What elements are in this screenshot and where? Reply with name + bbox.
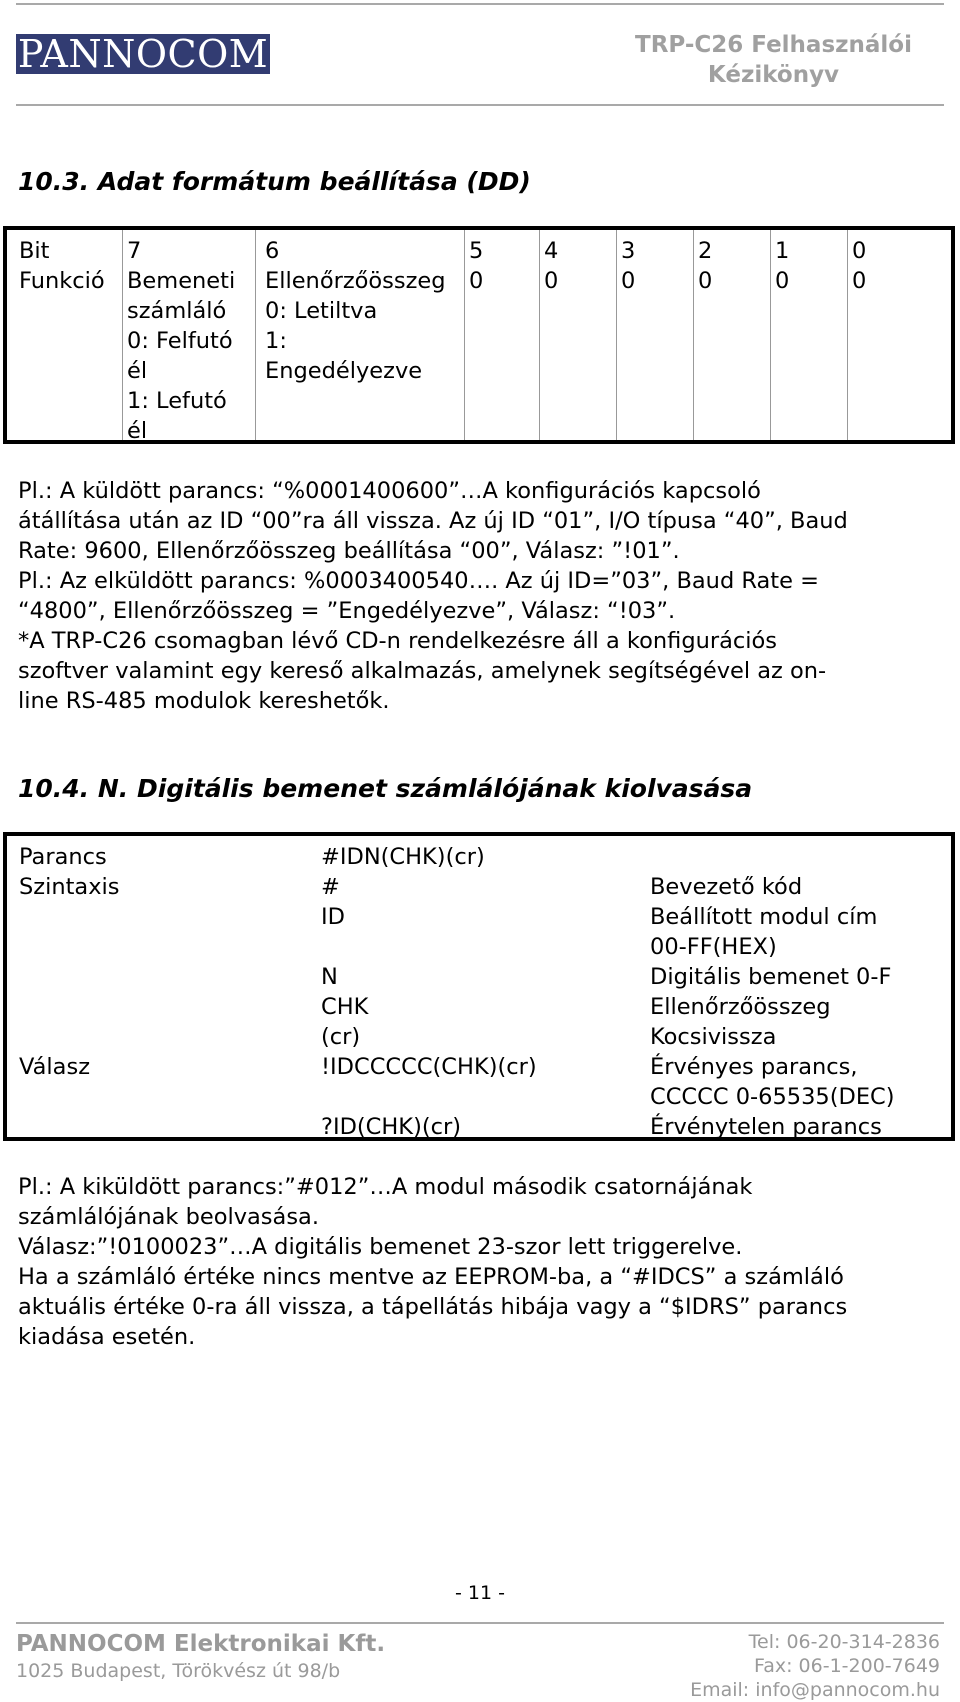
table-divider <box>847 230 848 440</box>
table-cell <box>321 932 537 962</box>
table-cell: CCCCC 0-65535(DEC) <box>650 1084 895 1110</box>
table-cell: 00-FF(HEX) <box>650 934 777 960</box>
table-cell <box>19 992 120 1022</box>
table-cell: ID <box>321 904 345 930</box>
section2-paragraph <box>18 1172 938 1352</box>
table-divider <box>464 230 465 440</box>
text-line: line RS-485 modulok kereshetők. <box>18 688 390 714</box>
table-cell: Digitális bemenet 0-F <box>650 964 892 990</box>
text-line: Rate: 9600, Ellenőrzőösszeg beállítása “00”, Válasz: ”!01”. <box>18 538 680 564</box>
footer-rule <box>16 1622 944 1624</box>
bit-2: 2 <box>698 238 713 264</box>
bit-7: 7 <box>127 238 142 264</box>
row-label-function: Funkció <box>19 268 105 294</box>
text-line: átállítása után az ID “00”ra áll vissza. Az új ID “01”, I/O típusa “40”, Baud <box>18 508 848 534</box>
table-cell: Bevezető kód <box>650 874 803 900</box>
text-line: Válasz:”!0100023”…A digitális bemenet 23-szor lett triggerelve. <box>18 1234 743 1260</box>
table-cell <box>19 932 120 962</box>
bit-5: 5 <box>469 238 484 264</box>
bit4-function: 0 <box>544 268 559 294</box>
text-line: aktuális értéke 0-ra áll vissza, a tápellátás hibája vagy a “$IDRS” parancs <box>18 1294 848 1320</box>
bit7-line: Bemeneti <box>127 268 236 294</box>
text-line: szoftver valamint egy kereső alkalmazás, amelynek segítségével az on- <box>18 658 827 684</box>
bit6-line: 1: <box>265 328 287 354</box>
bit-1: 1 <box>775 238 790 264</box>
footer-fax: Fax: 06-1-200-7649 <box>754 1655 940 1677</box>
table-cell: (cr) <box>321 1024 361 1050</box>
bit-6: 6 <box>265 238 280 264</box>
table-cell: Válasz <box>19 1054 91 1080</box>
footer-email: Email: info@pannocom.hu <box>690 1679 940 1701</box>
document-title-line2: Kézikönyv <box>707 62 840 88</box>
bit6-line: Ellenőrzőösszeg <box>265 268 446 294</box>
table-cell: CHK <box>321 994 369 1020</box>
table-cell: Parancs <box>19 844 107 870</box>
company-logo: PANNOCOM <box>17 32 269 76</box>
table-cell: Szintaxis <box>19 874 120 900</box>
table-cell: !IDCCCCC(CHK)(cr) <box>321 1054 537 1080</box>
footer-tel: Tel: 06-20-314-2836 <box>748 1631 940 1653</box>
table-cell: Kocsivissza <box>650 1024 777 1050</box>
row-label-bit: Bit <box>19 238 50 264</box>
table-divider <box>122 230 123 440</box>
bit-format-table <box>3 226 955 444</box>
bit3-function: 0 <box>621 268 636 294</box>
bit7-line: 0: Felfutó <box>127 328 233 354</box>
table-cell <box>321 1082 537 1112</box>
text-line: Pl.: A kiküldött parancs:”#012”…A modul második csatornájának <box>18 1174 753 1200</box>
table-cell: Érvénytelen parancs <box>650 1114 882 1140</box>
table-cell <box>19 1112 120 1142</box>
text-line: számlálójának beolvasása. <box>18 1204 319 1230</box>
table-divider <box>539 230 540 440</box>
table-cell <box>19 1082 120 1112</box>
table-cell: Ellenőrzőösszeg <box>650 994 831 1020</box>
bit6-line: Engedélyezve <box>265 358 423 384</box>
table-cell: ?ID(CHK)(cr) <box>321 1114 462 1140</box>
text-line: Ha a számláló értéke nincs mentve az EEPROM-ba, a “#IDCS” a számláló <box>18 1264 844 1290</box>
table-cell: N <box>321 964 338 990</box>
page-number: - 11 - <box>455 1582 505 1604</box>
bit7-line: él <box>127 358 148 384</box>
footer-contact <box>690 1630 940 1702</box>
table-cell: #IDN(CHK)(cr) <box>321 844 485 870</box>
table-cell: Érvényes parancs, <box>650 1054 858 1080</box>
command-table-col1 <box>19 842 120 1142</box>
section1-paragraph <box>18 476 938 716</box>
command-table <box>3 832 955 1141</box>
text-line: Pl.: A küldött parancs: “%0001400600”…A konfigurációs kapcsoló <box>18 478 761 504</box>
bit6-function <box>265 266 446 386</box>
bit7-line: számláló <box>127 298 227 324</box>
bit2-function: 0 <box>698 268 713 294</box>
table-divider <box>616 230 617 440</box>
bit-0: 0 <box>852 238 867 264</box>
bit1-function: 0 <box>775 268 790 294</box>
command-table-col2 <box>321 842 537 1142</box>
top-rule <box>16 3 944 5</box>
bit0-function: 0 <box>852 268 867 294</box>
table-cell <box>19 902 120 932</box>
bit-4: 4 <box>544 238 559 264</box>
text-line: *A TRP-C26 csomagban lévő CD-n rendelkezésre áll a konfigurációs <box>18 628 778 654</box>
table-cell <box>650 842 895 872</box>
table-divider <box>693 230 694 440</box>
bit7-line: 1: Lefutó <box>127 388 227 414</box>
document-title <box>635 30 912 90</box>
footer-address: 1025 Budapest, Törökvész út 98/b <box>16 1660 341 1682</box>
section-heading-10-3: 10.3. Adat formátum beállítása (DD) <box>18 167 531 196</box>
bit5-function: 0 <box>469 268 484 294</box>
document-title-line1: TRP-C26 Felhasználói <box>635 32 912 58</box>
bit7-line: él <box>127 418 148 444</box>
text-line: kiadása esetén. <box>18 1324 196 1350</box>
text-line: Pl.: Az elküldött parancs: %0003400540…. Az új ID=”03”, Baud Rate = <box>18 568 819 594</box>
command-table-col3 <box>650 842 895 1142</box>
section-heading-10-4: 10.4. N. Digitális bemenet számlálójának kiolvasása <box>18 774 753 803</box>
bit6-line: 0: Letiltva <box>265 298 378 324</box>
table-divider <box>255 230 256 440</box>
footer-company: PANNOCOM Elektronikai Kft. <box>16 1631 386 1657</box>
text-line: “4800”, Ellenőrzőösszeg = ”Engedélyezve”, Válasz: “!03”. <box>18 598 676 624</box>
bit7-function <box>127 266 235 446</box>
table-cell: Beállított modul cím <box>650 904 878 930</box>
table-cell: # <box>321 874 340 900</box>
table-cell <box>19 1022 120 1052</box>
table-cell <box>19 962 120 992</box>
bit-3: 3 <box>621 238 636 264</box>
header-rule <box>16 104 944 106</box>
table-divider <box>770 230 771 440</box>
